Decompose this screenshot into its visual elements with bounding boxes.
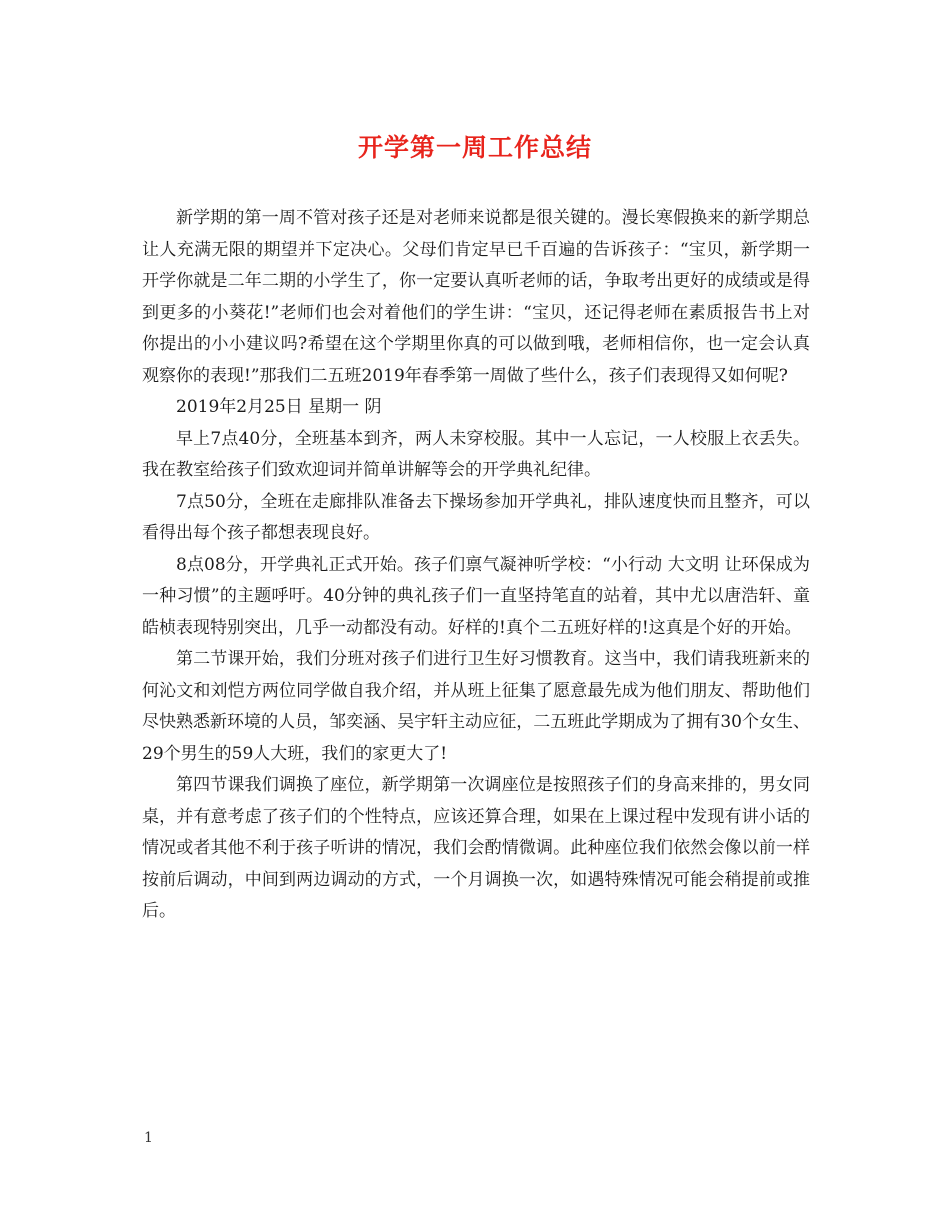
paragraph-intro: 新学期的第一周不管对孩子还是对老师来说都是很关键的。漫长寒假换来的新学期总让人充满无限的期望并下定决心。父母们肯定早已千百遍的告诉孩子：“宝贝，新学期一开学你就是二年二期的小学生了，你一定要认真听老师的话，争取考出更好的成绩或是得到更多的小葵花!”老师们也会对着他们的学生讲：“宝贝，还记得老师在素质报告书上对你提出的小小建议吗?希望在这个学期里你真的可以做到哦，老师相信你，也一定会认真观察你的表现!”那我们二五班2019年春季第一周做了些什么，孩子们表现得又如何呢? bbox=[142, 208, 810, 386]
document-body bbox=[142, 203, 810, 928]
paragraph-second-class: 第二节课开始，我们分班对孩子们进行卫生好习惯教育。这当中，我们请我班新来的何沁文和刘恺方两位同学做自我介绍，并从班上征集了愿意最先成为他们朋友、帮助他们尽快熟悉新环境的人员，邹奕涵、吴宇轩主动应征，二五班此学期成为了拥有30个女生、29个男生的59人大班，我们的家更大了! bbox=[142, 649, 810, 764]
document-title: 开学第一周工作总结 bbox=[357, 133, 592, 162]
paragraph-fourth-class: 第四节课我们调换了座位，新学期第一次调座位是按照孩子们的身高来排的，男女同桌，并有意考虑了孩子们的个性特点，应该还算合理，如果在上课过程中发现有讲小话的情况或者其他不利于孩子听讲的情况，我们会酌情微调。此种座位我们依然会像以前一样按前后调动，中间到两边调动的方式，一个月调换一次，如遇特殊情况可能会稍提前或推后。 bbox=[142, 775, 810, 921]
paragraph-ceremony: 8点08分，开学典礼正式开始。孩子们禀气凝神听学校：“小行动 大文明 让环保成为一种习惯”的主题呼吁。40分钟的典礼孩子们一直坚持笔直的站着，其中尤以唐浩轩、童皓桢表现特别突出，几乎一动都没有动。好样的!真个二五班好样的!这真是个好的开始。 bbox=[142, 554, 810, 638]
paragraph-lineup: 7点50分，全班在走廊排队准备去下操场参加开学典礼，排队速度快而且整齐，可以看得出每个孩子都想表现良好。 bbox=[142, 491, 810, 543]
paragraph-date: 2019年2月25日 星期一 阴 bbox=[176, 397, 382, 417]
page-number: 1 bbox=[144, 1130, 153, 1146]
paragraph-morning-arrival: 早上7点40分，全班基本到齐，两人未穿校服。其中一人忘记，一人校服上衣丢失。我在教室给孩子们致欢迎词并简单讲解等会的开学典礼纪律。 bbox=[142, 428, 810, 480]
